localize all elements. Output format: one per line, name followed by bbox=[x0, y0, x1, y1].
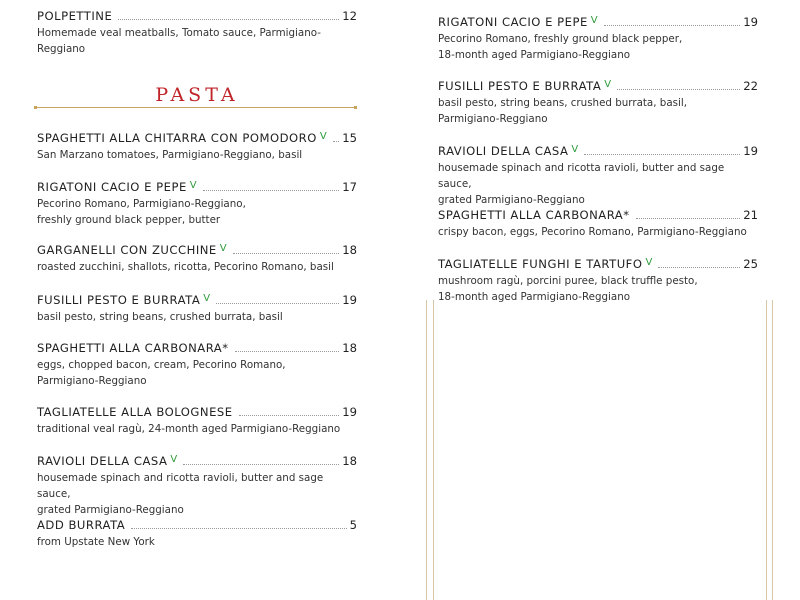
menu-item-header bbox=[37, 515, 357, 533]
menu-item-name: RIGATONI CACIO E PEPE bbox=[438, 15, 588, 29]
dot-leader bbox=[333, 140, 340, 142]
page-border-left-inner bbox=[433, 300, 434, 600]
menu-item-description: eggs, chopped bacon, cream, Pecorino Romano, bbox=[37, 359, 286, 371]
dot-leader bbox=[216, 302, 339, 304]
menu-item-header bbox=[37, 290, 357, 308]
menu-item-name: SPAGHETTI ALLA CHITARRA CON POMODORO bbox=[37, 131, 317, 145]
menu-item-description: from Upstate New York bbox=[37, 536, 155, 548]
menu-item-description: traditional veal ragù, 24-month aged Parmigiano-Reggiano bbox=[37, 423, 341, 435]
vegetarian-icon: V bbox=[170, 454, 178, 465]
menu-item-price: 21 bbox=[743, 208, 758, 222]
menu-item bbox=[37, 290, 357, 325]
menu-item bbox=[37, 338, 357, 389]
menu-item-price: 18 bbox=[342, 454, 357, 468]
menu-item-price: 19 bbox=[743, 144, 758, 158]
menu-item-name: RIGATONI CACIO E PEPE bbox=[37, 180, 187, 194]
dot-leader bbox=[604, 24, 741, 26]
menu-item-price: 15 bbox=[342, 131, 357, 145]
menu-item-header bbox=[438, 254, 758, 272]
menu-item-name: FUSILLI PESTO E BURRATA bbox=[438, 79, 602, 93]
vegetarian-icon: V bbox=[319, 131, 327, 142]
menu-item-description: Pecorino Romano, freshly ground black pepper, bbox=[438, 33, 683, 45]
menu-item-description: Homemade veal meatballs, Tomato sauce, Parmigiano-Reggiano bbox=[37, 27, 321, 55]
menu-item-name: GARGANELLI CON ZUCCHINE bbox=[37, 243, 217, 257]
menu-item-price: 19 bbox=[342, 405, 357, 419]
menu-item-header bbox=[438, 141, 758, 159]
menu-item-description: crispy bacon, eggs, Pecorino Romano, Parmigiano-Reggiano bbox=[438, 226, 747, 238]
menu-item-header bbox=[438, 12, 758, 30]
menu-item-price: 25 bbox=[743, 257, 758, 271]
menu-item-description: mushroom ragù, porcini puree, black truffle pesto, bbox=[438, 275, 698, 287]
menu-item-description: San Marzano tomatoes, Parmigiano-Reggiano, basil bbox=[37, 149, 303, 161]
menu-item-name: ADD BURRATA bbox=[37, 518, 126, 532]
menu-item-description: housemade spinach and ricotta ravioli, butter and sage sauce, bbox=[37, 472, 324, 500]
menu-item bbox=[438, 141, 758, 208]
dot-leader bbox=[658, 266, 740, 268]
menu-item-price: 19 bbox=[342, 293, 357, 307]
menu-item-price: 18 bbox=[342, 341, 357, 355]
vegetarian-icon: V bbox=[203, 293, 211, 304]
menu-item-price: 5 bbox=[349, 518, 357, 532]
menu-item-header bbox=[438, 205, 758, 223]
menu-item-header bbox=[37, 240, 357, 258]
vegetarian-icon: V bbox=[189, 180, 197, 191]
menu-item-name: RAVIOLI DELLA CASA bbox=[37, 454, 168, 468]
menu-item-name: TAGLIATELLE FUNGHI E TARTUFO bbox=[438, 257, 643, 271]
menu-item-header bbox=[438, 76, 758, 94]
menu-item-price: 12 bbox=[342, 9, 357, 23]
dot-leader bbox=[239, 414, 340, 416]
menu-item-price: 18 bbox=[342, 243, 357, 257]
dot-leader bbox=[131, 527, 346, 529]
menu-item bbox=[37, 515, 357, 550]
menu-item-name: SPAGHETTI ALLA CARBONARA* bbox=[438, 208, 630, 222]
menu-item-description: roasted zucchini, shallots, ricotta, Pecorino Romano, basil bbox=[37, 261, 334, 273]
menu-item-header bbox=[37, 177, 357, 195]
dot-leader bbox=[235, 350, 340, 352]
page-border-right-inner bbox=[766, 300, 767, 600]
menu-item-price: 17 bbox=[342, 180, 357, 194]
menu-item-description: Parmigiano-Reggiano bbox=[37, 375, 147, 387]
menu-item-description: housemade spinach and ricotta ravioli, butter and sage sauce, bbox=[438, 162, 725, 190]
menu-item-description: grated Parmigiano-Reggiano bbox=[438, 194, 585, 206]
menu-item-description: grated Parmigiano-Reggiano bbox=[37, 504, 184, 516]
menu-item-header bbox=[37, 128, 357, 146]
page-border-left-outer bbox=[426, 300, 427, 600]
menu-item bbox=[37, 402, 357, 437]
menu-item-description: 18-month aged Parmigiano-Reggiano bbox=[438, 49, 631, 61]
page-border-right-outer bbox=[772, 300, 773, 600]
menu-item-name: SPAGHETTI ALLA CARBONARA* bbox=[37, 341, 229, 355]
menu-item-description: 18-month aged Parmigiano-Reggiano bbox=[438, 291, 631, 303]
menu-item bbox=[438, 205, 758, 240]
dot-leader bbox=[203, 189, 340, 191]
menu-item bbox=[438, 254, 758, 305]
menu-item-description: Pecorino Romano, Parmigiano-Reggiano, bbox=[37, 198, 246, 210]
menu-item bbox=[37, 128, 357, 163]
menu-item bbox=[438, 76, 758, 127]
menu-item-header bbox=[37, 338, 357, 356]
vegetarian-icon: V bbox=[604, 79, 612, 90]
menu-item-header bbox=[37, 402, 357, 420]
menu-item-description: basil pesto, string beans, crushed burrata, basil, bbox=[438, 97, 687, 109]
vegetarian-icon: V bbox=[219, 243, 227, 254]
vegetarian-icon: V bbox=[645, 257, 653, 268]
dot-leader bbox=[233, 252, 340, 254]
menu-item-description: basil pesto, string beans, crushed burrata, basil bbox=[37, 311, 283, 323]
dot-leader bbox=[617, 88, 740, 90]
menu-item-description: freshly ground black pepper, butter bbox=[37, 214, 221, 226]
menu-item-header bbox=[37, 6, 357, 24]
section-divider bbox=[35, 107, 356, 108]
menu-item-name: POLPETTINE bbox=[37, 9, 113, 23]
menu-item-description: Parmigiano-Reggiano bbox=[438, 113, 548, 125]
menu-item bbox=[37, 240, 357, 275]
menu-item-price: 19 bbox=[743, 15, 758, 29]
dot-leader bbox=[636, 217, 741, 219]
menu-item-name: TAGLIATELLE ALLA BOLOGNESE bbox=[37, 405, 233, 419]
menu-item bbox=[438, 12, 758, 63]
menu-item-price: 22 bbox=[743, 79, 758, 93]
dot-leader bbox=[183, 463, 339, 465]
dot-leader bbox=[584, 153, 740, 155]
vegetarian-icon: V bbox=[571, 144, 579, 155]
menu-item-name: RAVIOLI DELLA CASA bbox=[438, 144, 569, 158]
menu-item bbox=[37, 177, 357, 228]
section-title-pasta: PASTA bbox=[155, 84, 239, 106]
menu-item-header bbox=[37, 451, 357, 469]
menu-item bbox=[37, 451, 357, 518]
dot-leader bbox=[118, 18, 339, 20]
menu-item-name: FUSILLI PESTO E BURRATA bbox=[37, 293, 201, 307]
menu-item bbox=[37, 6, 357, 57]
vegetarian-icon: V bbox=[590, 15, 598, 26]
